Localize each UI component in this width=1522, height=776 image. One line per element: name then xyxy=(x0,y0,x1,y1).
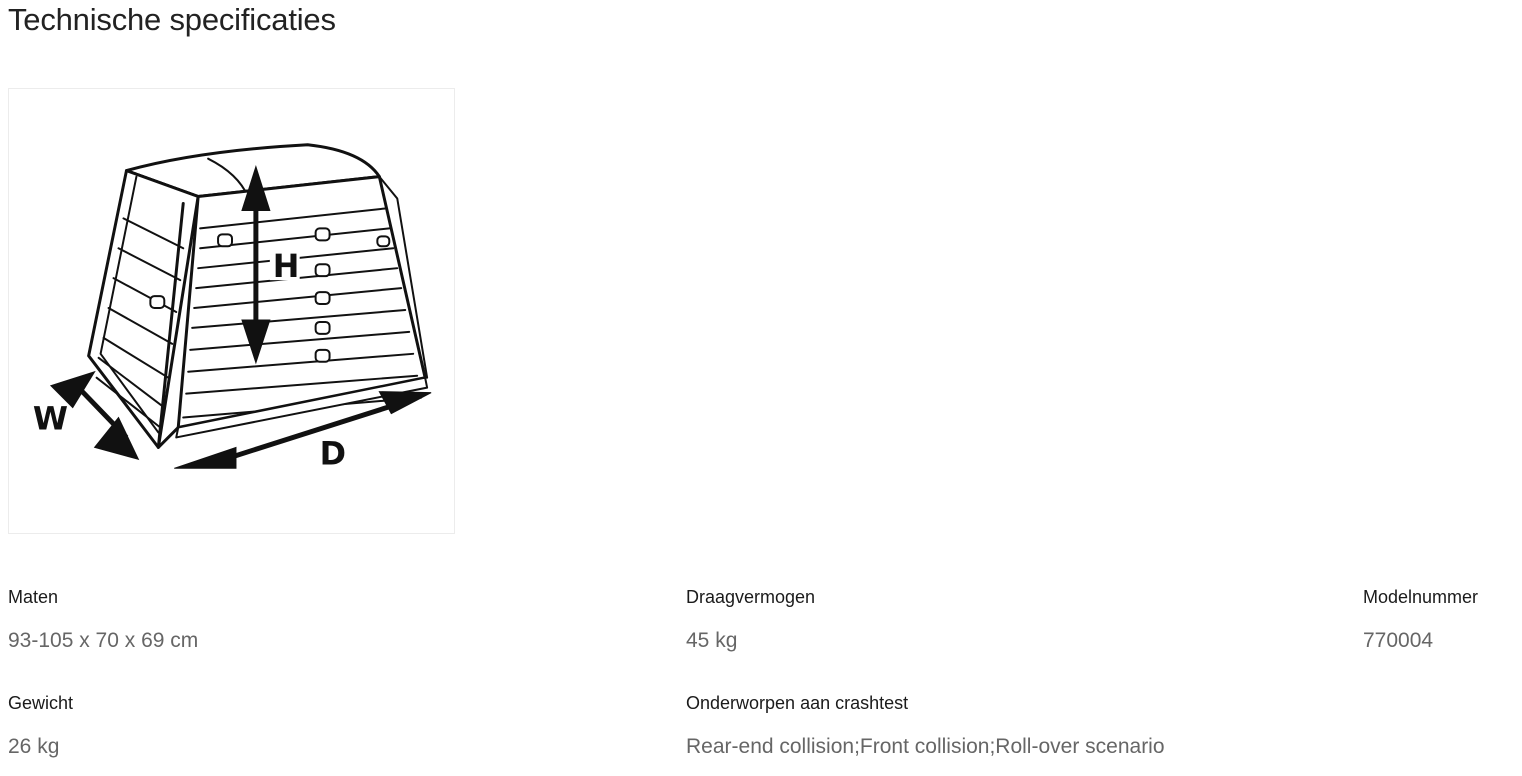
spec-load-capacity xyxy=(686,586,815,654)
spec-label: Gewicht xyxy=(8,693,74,713)
page-title: Technische specificaties xyxy=(8,2,336,37)
spec-value: 93-105 x 70 x 69 cm xyxy=(8,629,199,652)
spec-label: Modelnummer xyxy=(1363,587,1479,607)
spec-value: Rear-end collision;Front collision;Roll-over scenario xyxy=(686,735,1165,758)
product-dimensions-image xyxy=(8,88,455,534)
spec-label: Draagvermogen xyxy=(686,587,816,607)
width-label: W xyxy=(32,399,69,438)
spec-value: 45 kg xyxy=(686,629,738,652)
height-label: H xyxy=(272,247,300,286)
spec-value: 26 kg xyxy=(8,735,60,758)
spec-dimensions xyxy=(8,586,198,654)
dog-crate-icon xyxy=(9,89,454,533)
spec-value: 770004 xyxy=(1363,629,1434,652)
spec-weight xyxy=(8,692,73,760)
spec-label: Maten xyxy=(8,587,59,607)
spec-model-number xyxy=(1363,586,1478,654)
spec-crash-test xyxy=(686,692,1165,760)
spec-label: Onderworpen aan crashtest xyxy=(686,693,909,713)
depth-label: D xyxy=(319,434,347,473)
